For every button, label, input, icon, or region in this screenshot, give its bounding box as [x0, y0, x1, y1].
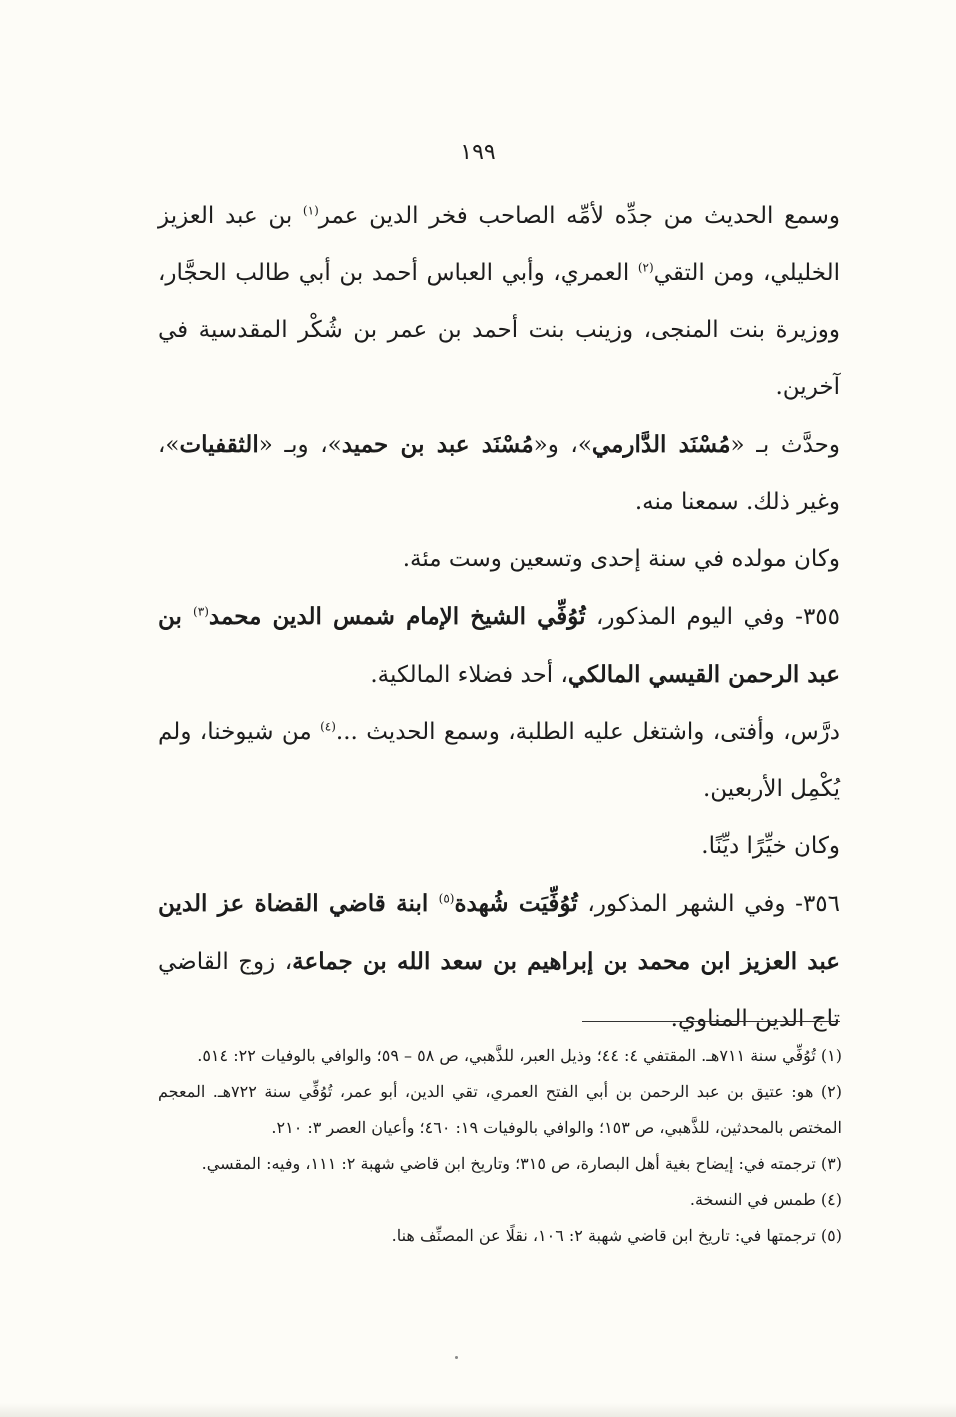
- text-run: وحدَّث بـ «: [730, 432, 840, 458]
- entry-heading: بن عبد الرحمن القيسي المالكي: [158, 603, 840, 688]
- text-run: »، وبـ «: [258, 432, 342, 458]
- page-number: ١٩٩: [460, 140, 496, 165]
- text-run: درَّس، وأفتى، واشتغل عليه الطلبة، وسمع الحديث ...: [335, 719, 840, 745]
- text-run: العمري، وأبي العباس أحمد بن أبي طالب الحجَّار، ووزيرة بنت المنجى، وزينب بنت أحمد بن عمر بن شُكْر المقدسية في آخرين.: [158, 260, 841, 400]
- entry-number: ٣٥٦-: [785, 891, 840, 917]
- footnote-ref: (١): [302, 203, 319, 218]
- footnote-ref: (٢): [637, 260, 654, 275]
- footnotes: [158, 1038, 842, 1254]
- paragraph-teaching: [158, 704, 840, 818]
- paragraph-biography-1: [158, 188, 840, 416]
- text-run: وفي الشهر المذكور،: [577, 891, 786, 917]
- paragraph-birth: وكان مولده في سنة إحدى وتسعين وست مئة.: [402, 546, 840, 572]
- main-text: [158, 188, 840, 1048]
- book-title: الثقفيات: [179, 431, 259, 458]
- footnote-ref: (٤): [320, 719, 336, 734]
- book-title: مُسْنَد الدَّارمي: [591, 431, 731, 458]
- entry-number: ٣٥٥-: [784, 604, 841, 630]
- text-run: وسمع الحديث من جدِّه لأمِّه الصاحب فخر الدين عمر: [318, 203, 841, 229]
- footnote-2: (٢) هو: عتيق بن عبد الرحمن بن أبي الفتح العمري، تقي الدين، أبو عمر، تُوُفِّي سنة ٧٢٢هـ. المعجم المختص بالمحدثين، للذَّهبي، ص ١٥٣؛ والوافي بالوفيات ١٩: ٤٦٠؛ وأعيان العصر ٣: ٢١٠.: [158, 1082, 843, 1137]
- text-run: بن عبد العزيز الخليلي، ومن التقي: [158, 203, 840, 286]
- paragraph-character: وكان خيِّرًا ديِّنًا.: [701, 833, 840, 859]
- entry-heading: تُوُفِّي الشيخ الإمام شمس الدين محمد: [208, 603, 586, 630]
- text-run: »، وغير ذلك. سمعنا منه.: [158, 432, 840, 515]
- footnote-ref: (٣): [193, 604, 209, 619]
- footnote-divider: [582, 1021, 840, 1022]
- entry-heading: ابنة قاضي القضاة عز الدين عبد العزيز ابن محمد بن إبراهيم بن سعد الله بن جماعة: [158, 890, 840, 975]
- scan-edge-shadow: [0, 1403, 956, 1417]
- text-run: ، زوج القاضي تاج الدين المناوي.: [158, 949, 840, 1032]
- book-title: مُسْنَد عبد بن حميد: [341, 431, 534, 458]
- text-run: ، أحد فضلاء المالكية.: [370, 662, 568, 688]
- entry-heading: تُوُفِّيَت شُهدة: [454, 890, 578, 917]
- footnote-ref: (٥): [438, 891, 455, 906]
- text-run: من شيوخنا، ولم يُكْمِل الأربعين.: [158, 719, 840, 802]
- text-run: وفي اليوم المذكور،: [585, 604, 785, 630]
- footnote-1: (١) تُوُفِّي سنة ٧١١هـ. المقتفي ٤: ٤٤؛ وذيل العبر، للذَّهبي، ص ٥٨ – ٥٩؛ والوافي بالوفيات ٢٢: ٥١٤.: [197, 1046, 842, 1065]
- footnote-3: (٣) ترجمته في: إيضاح بغية أهل البصارة، ص ٣١٥؛ وتاريخ ابن قاضي شهبة ٢: ١١١، وفيه: المقسي.: [201, 1154, 842, 1173]
- paragraph-narrated-works: [158, 416, 840, 531]
- entry-355: [158, 588, 840, 704]
- entry-356: [158, 875, 840, 1048]
- scan-speck: [455, 1356, 458, 1359]
- footnote-5: (٥) ترجمتها في: تاريخ ابن قاضي شهبة ٢: ١٠٦، نقلًا عن المصنِّف هنا.: [391, 1226, 842, 1245]
- footnote-4: (٤) طمس في النسخة.: [689, 1190, 842, 1209]
- text-run: »، و«: [533, 432, 592, 458]
